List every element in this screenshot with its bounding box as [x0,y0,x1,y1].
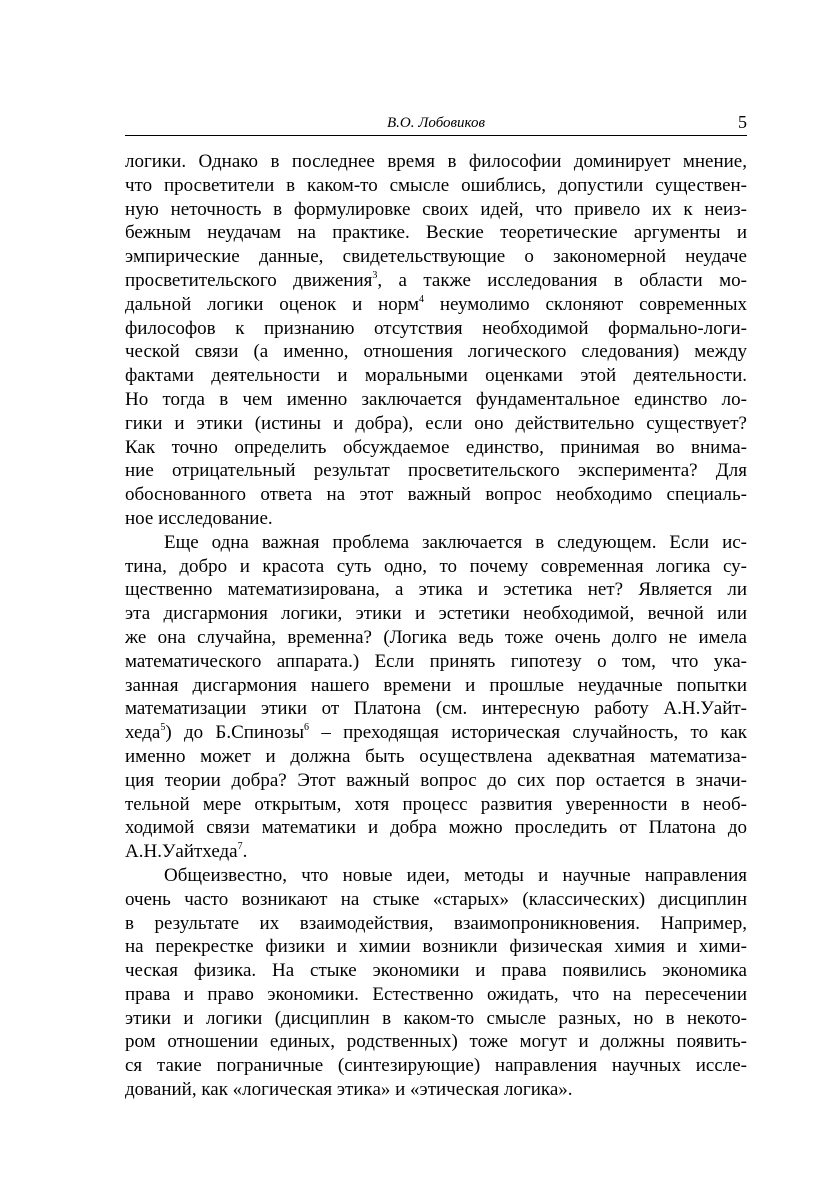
footnote-ref: 7 [237,841,243,853]
text-line: А.Н.Уайтхеда$^7$. [125,841,248,863]
text-line: ческой связи (а именно, отношения логического следования) между [125,341,747,363]
text-line: фактами деятельности и моральными оценками этой деятельности. [125,365,747,387]
text-line: очень часто возникают на стыке «старых» (классических) дисциплин [125,888,747,910]
text-line: обоснованного ответа на этот важный вопрос необходимо специаль- [125,484,747,506]
text-line: ное исследование. [125,507,273,529]
text-line: дований, как «логическая этика» и «этическая логика». [125,1079,573,1101]
text-line: бежным неудачам на практике. Веские теоретические аргументы и [125,222,747,244]
text-line: именно может и должна быть осуществлена адекватная математиза- [125,745,747,767]
text-line: ную неточность в формулировке своих идей, что привело их к неиз- [125,198,747,220]
footnote-ref: 3 [372,269,378,281]
page-number: 5 [738,112,747,132]
text-line: же она случайна, временна? (Логика ведь тоже очень долго не имела [125,626,747,648]
running-header [125,111,747,136]
footnote-ref: 6 [304,722,310,734]
text-line: гики и этики (истины и добра), если оно действительно существует? [125,412,747,434]
text-line: этики и логики (дисциплин в каком-то смысле разных, но в некото- [125,1007,747,1029]
footnote-ref: 4 [418,293,424,305]
text-line: щественно математизирована, а этика и эстетика нет? Является ли [125,579,747,601]
text-line: Общеизвестно, что новые идеи, методы и научные направления [164,864,747,886]
footnote-ref: 5 [160,722,166,734]
text-line: ние отрицательный результат просветительского эксперимента? Для [125,460,747,482]
text-line: на перекрестке физики и химии возникли физическая химия и хими- [125,936,747,958]
body-text [125,150,747,1102]
text-line: в результате их взаимодействия, взаимопроникновения. Например, [125,912,747,934]
text-line: хеда$^5$) до Б.Спинозы$^6$ – преходящая историческая случайность, то как [125,722,747,744]
text-line: эта дисгармония логики, этики и эстетики необходимой, вечной или [125,603,747,625]
text-line: эмпирические данные, свидетельствующие о закономерной неудаче [125,246,747,268]
text-line: Еще одна важная проблема заключается в следующем. Если ис- [164,531,747,553]
text-line: математического аппарата.) Если принять гипотезу о том, что ука- [125,650,747,672]
text-line: логики. Однако в последнее время в философии доминирует мнение, [125,151,747,172]
text-line: что просветители в каком-то смысле ошиблись, допустили существен- [125,174,747,196]
text-line: Но тогда в чем именно заключается фундаментальное единство ло- [125,388,747,410]
text-line: ция теории добра? Этот важный вопрос до сих пор остается в значи- [125,769,747,791]
text-line: математизации этики от Платона (см. интересную работу А.Н.Уайт- [125,698,747,720]
text-line: ся такие пограничные (синтезирующие) направления научных иссле- [125,1055,747,1077]
text-line: Как точно определить обсуждаемое единство, принимая во внима- [125,436,747,458]
text-line: тельной мере открытым, хотя процесс развития уверенности в необ- [125,793,747,815]
text-line: занная дисгармония нашего времени и прошлые неудачные попытки [125,674,747,696]
text-line: тина, добро и красота суть одно, то почему современная логика су- [125,555,747,577]
text-line: философов к признанию отсутствия необходимой формально-логи- [125,317,747,339]
text-line: ходимой связи математики и добра можно проследить от Платона до [125,817,747,839]
text-line: ческая физика. На стыке экономики и права появились экономика [125,960,747,982]
text-line: права и право экономики. Естественно ожидать, что на пересечении [125,983,747,1005]
text-line: ром отношении единых, родственных) тоже могут и должны появить- [125,1031,747,1053]
text-line: дальной логики оценок и норм$^4$ неумолимо склоняют современных [125,293,747,315]
text-line: просветительского движения$^3$, а также исследования в области мо- [125,269,747,291]
header-author: В.О. Лобовиков [386,115,486,131]
